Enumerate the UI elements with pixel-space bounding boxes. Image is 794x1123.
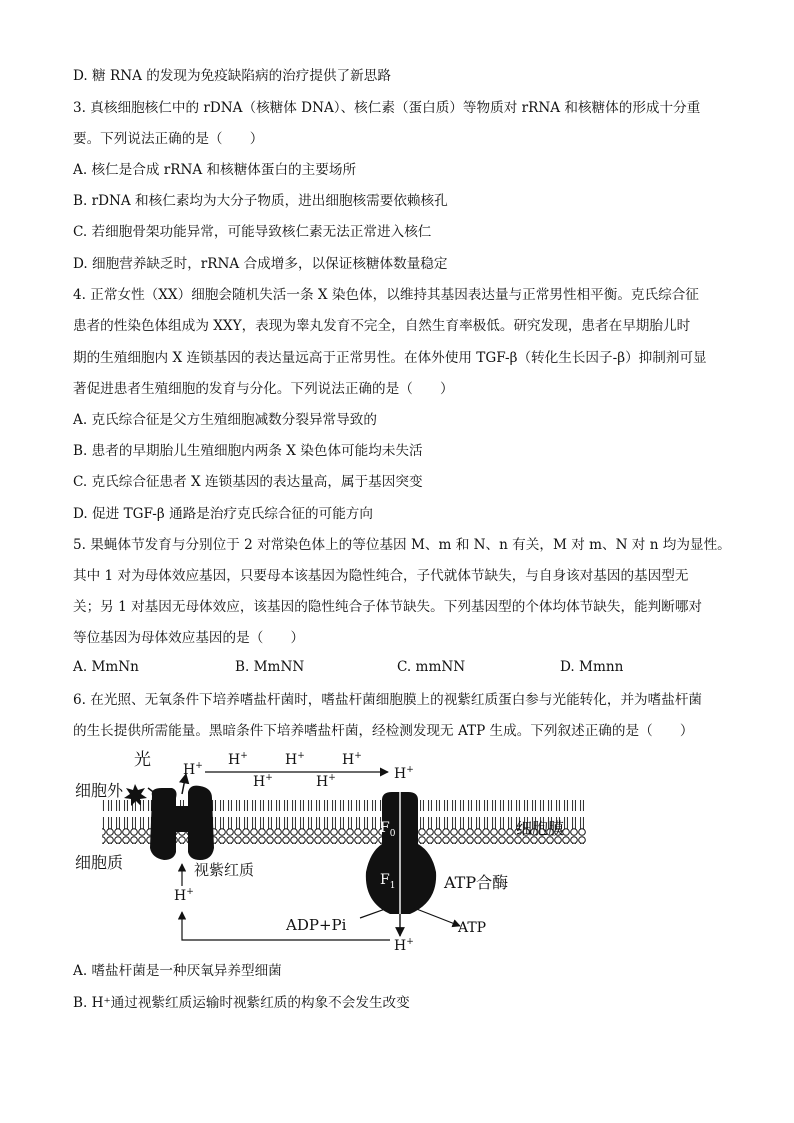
- q5-option-a: A. MmNn: [73, 659, 139, 675]
- light-label: 光: [134, 750, 151, 770]
- cytoplasm-label: 细胞质: [75, 853, 124, 872]
- proton-label-3: H+: [285, 751, 305, 768]
- q4-option-a: A. 克氏综合征是父方生殖细胞减数分裂异常导致的: [73, 412, 377, 428]
- proton-label-6: H+: [316, 773, 336, 790]
- q3-stem-line2: 要。下列说法正确的是（ ）: [73, 131, 264, 147]
- q5-stem-line3: 关；另 1 对基因无母体效应，该基因的隐性纯合子体节缺失。下列基因型的个体均体节缺失，能判断哪对: [73, 599, 703, 615]
- rhodopsin-protein: [150, 786, 214, 860]
- q5-option-b: B. MmNN: [235, 659, 305, 675]
- rhodopsin-label: 视紫红质: [194, 861, 255, 879]
- q5-stem-line2: 其中 1 对为母体效应基因，只要母本该基因为隐性纯合，子代就体节缺失，与自身该对基因的基因型无: [73, 568, 689, 584]
- q5-stem-line4: 等位基因为母体效应基因的是（ ）: [73, 630, 305, 646]
- proton-label-1: H+: [183, 761, 203, 778]
- q5-option-c: C. mmNN: [397, 659, 466, 675]
- q3-option-b: B. rDNA 和核仁素均为大分子物质，进出细胞核需要依赖核孔: [73, 193, 448, 209]
- q6-stem-line2: 的生长提供所需能量。黑暗条件下培养嗜盐杆菌，经检测发现无 ATP 生成。下列叙述正确的是（ ）: [73, 723, 694, 739]
- rhodopsin-atp-synthase-diagram: [70, 748, 630, 956]
- outside-label: 细胞外: [75, 781, 124, 800]
- proton-label-2: H+: [228, 751, 248, 768]
- q4-stem-line4: 著促进患者生殖细胞的发育与分化。下列说法正确的是（ ）: [73, 381, 454, 397]
- proton-label-7: H+: [394, 765, 414, 782]
- q4-option-c: C. 克氏综合征患者 X 连锁基因的表达量高，属于基因突变: [73, 474, 423, 490]
- q6-stem-line1: 6. 在光照、无氧条件下培养嗜盐杆菌时，嗜盐杆菌细胞膜上的视紫红质蛋白参与光能转化，并为嗜盐杆菌: [73, 692, 703, 708]
- atp-synthase-label: ATP合酶: [444, 873, 509, 892]
- proton-label-8: H+: [174, 887, 194, 904]
- q3-option-c: C. 若细胞骨架功能异常，可能导致核仁素无法正常进入核仁: [73, 224, 432, 240]
- q5-options: [73, 659, 723, 679]
- q4-stem-line3: 期的生殖细胞内 X 连锁基因的表达量远高于正常男性。在体外使用 TGF-β（转化生长因子-β）抑制剂可显: [73, 350, 707, 366]
- membrane-label: 细胞膜: [516, 819, 565, 838]
- q5-stem-line1: 5. 果蝇体节发育与分别位于 2 对常染色体上的等位基因 M、m 和 N、n 有关，M 对 m、N 对 n 均为显性。: [73, 537, 731, 553]
- q2-option-d: D. 糖 RNA 的发现为免疫缺陷病的治疗提供了新思路: [73, 68, 391, 84]
- q3-stem-line1: 3. 真核细胞核仁中的 rDNA（核糖体 DNA）、核仁素（蛋白质）等物质对 rRNA 和核糖体的形成十分重: [73, 100, 701, 116]
- q4-stem-line1: 4. 正常女性（XX）细胞会随机失活一条 X 染色体，以维持其基因表达量与正常男性相平衡。克氏综合征: [73, 287, 699, 303]
- q6-option-a: A. 嗜盐杆菌是一种厌氧异养型细菌: [73, 963, 282, 979]
- q3-option-d: D. 细胞营养缺乏时，rRNA 合成增多，以保证核糖体数量稳定: [73, 256, 448, 272]
- adp-pi-label: ADP+Pi: [286, 916, 347, 934]
- proton-label-5: H+: [253, 773, 273, 790]
- f0-label: $F_0$: [380, 820, 396, 839]
- atp-label: ATP: [458, 920, 487, 936]
- proton-label-9: H+: [394, 937, 414, 954]
- q6-option-b: B. H⁺通过视紫红质运输时视紫红质的构象不会发生改变: [73, 995, 410, 1011]
- q4-option-d: D. 促进 TGF-β 通路是治疗克氏综合征的可能方向: [73, 506, 373, 522]
- proton-label-4: H+: [342, 751, 362, 768]
- q3-option-a: A. 核仁是合成 rRNA 和核糖体蛋白的主要场所: [73, 162, 357, 178]
- q5-option-d: D. Mmnn: [560, 659, 624, 675]
- adp-in-line: [360, 908, 388, 918]
- atp-out-arrow: [414, 908, 460, 926]
- f1-label: $F_1$: [380, 872, 396, 891]
- q4-stem-line2: 患者的性染色体组成为 XXY，表现为睾丸发育不完全，自然生育率极低。研究发现，患者在早期胎儿时: [73, 318, 691, 334]
- q4-option-b: B. 患者的早期胎儿生殖细胞内两条 X 染色体可能均未失活: [73, 443, 423, 459]
